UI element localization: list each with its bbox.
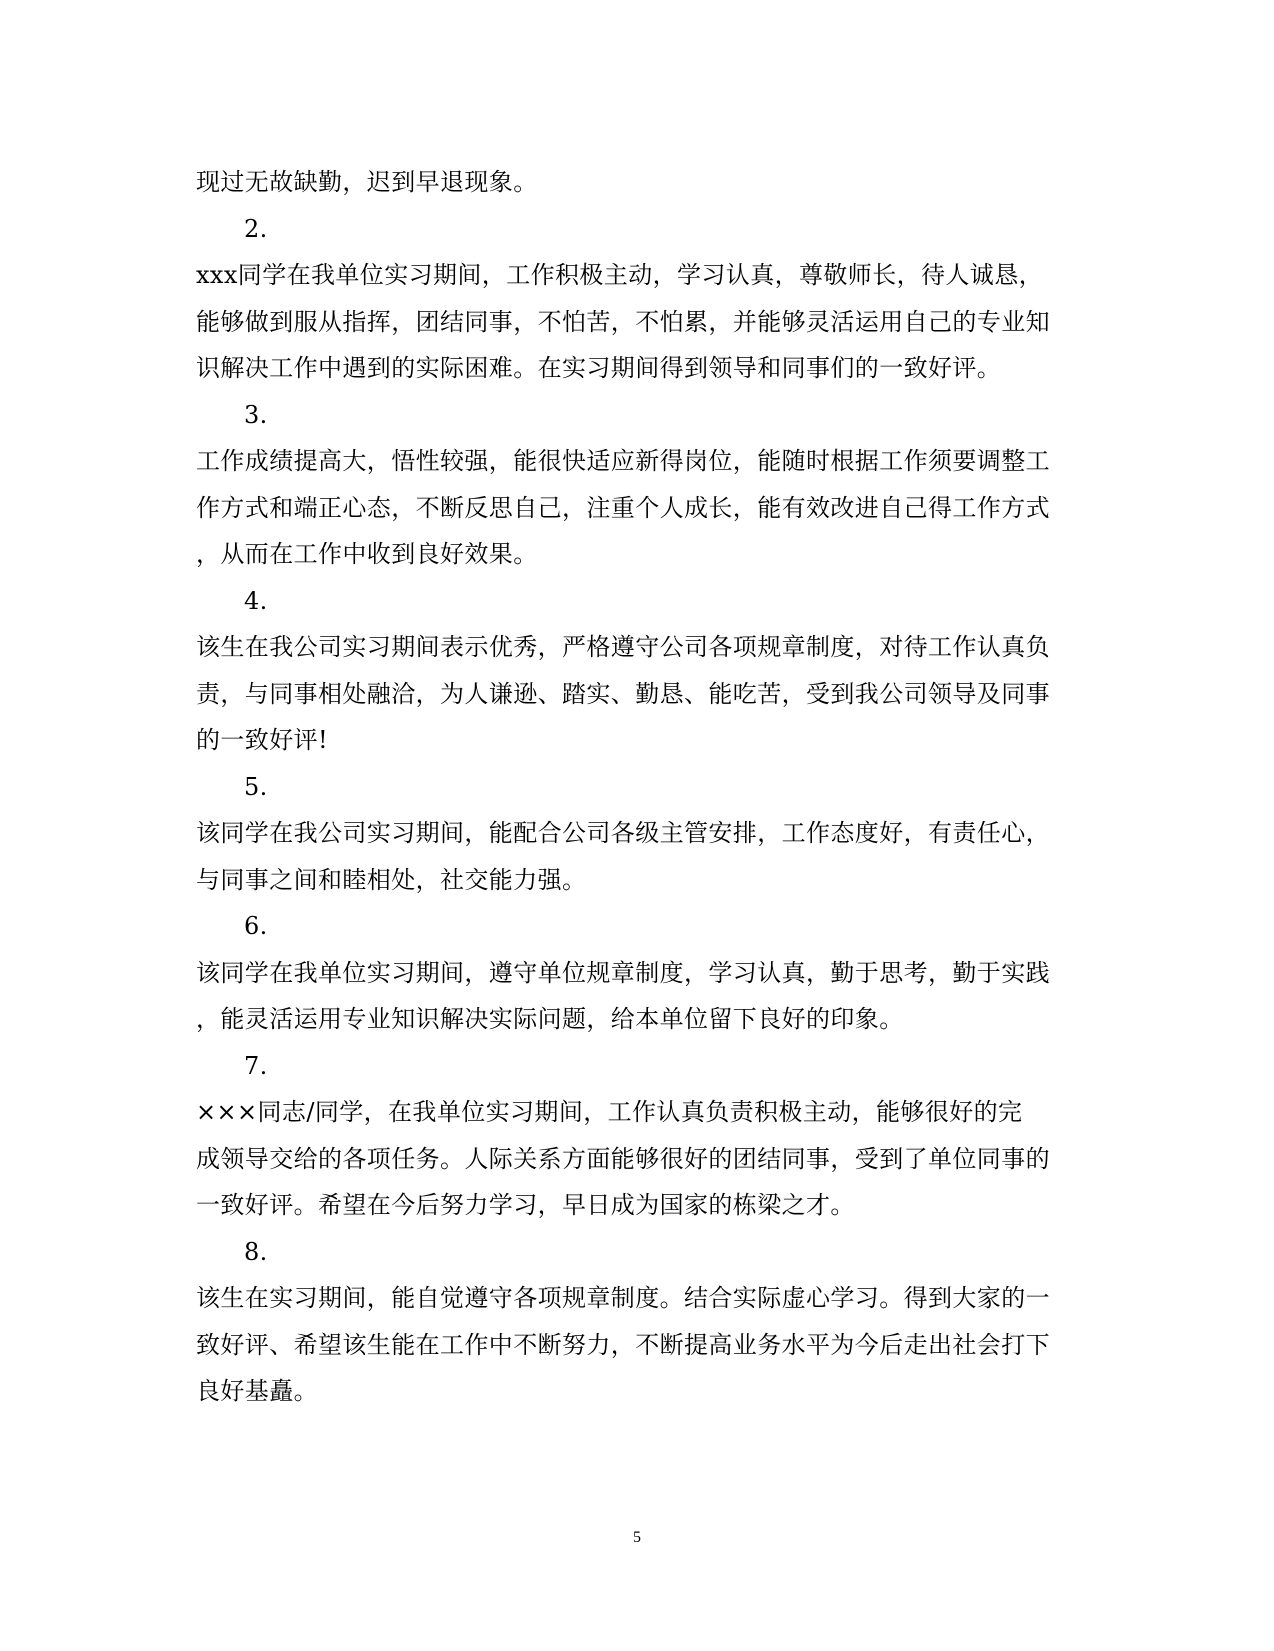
paragraph-line: 与同事之间和睦相处，社交能力强。 (196, 865, 587, 894)
paragraph-line: ×××同志/同学，在我单位实习期间，工作认真负责积极主动，能够很好的完 (196, 1098, 1023, 1126)
paragraph-line: 良好基矗。 (196, 1377, 318, 1405)
paragraph-line: 工作成绩提高大，悟性较强，能很快适应新得岗位，能随时根据工作须要调整工 (196, 447, 1050, 475)
paragraph-line: 作方式和端正心态，不断反思自己，注重个人成长，能有效改进自己得工作方式 (196, 493, 1050, 522)
paragraph-line: 现过无故缺勤，迟到早退现象。 (196, 168, 538, 196)
page-number: 5 (633, 1529, 641, 1546)
paragraph-line: 一致好评。希望在今后努力学习，早日成为国家的栋梁之才。 (196, 1191, 855, 1219)
paragraph-line: 该同学在我公司实习期间，能配合公司各级主管安排，工作态度好，有责任心， (196, 819, 1050, 847)
item-number: 2. (244, 214, 268, 243)
paragraph-line: 成领导交给的各项任务。人际关系方面能够很好的团结同事，受到了单位同事的 (196, 1144, 1050, 1173)
paragraph-line: 致好评、希望该生能在工作中不断努力，不断提高业务水平为今后走出社会打下 (196, 1330, 1050, 1359)
item-number: 7. (244, 1051, 268, 1080)
paragraph-line: 该生在我公司实习期间表示优秀，严格遵守公司各项规章制度，对待工作认真负 (196, 633, 1050, 661)
item-number: 6. (244, 912, 268, 940)
paragraph-line: ，从而在工作中收到良好效果。 (196, 540, 538, 568)
item-number: 4. (244, 586, 268, 615)
paragraph-line: xxx同学在我单位实习期间，工作积极主动，学习认真，尊敬师长，待人诚恳， (196, 261, 1044, 289)
item-number: 3. (244, 400, 268, 429)
paragraph-line: ，能灵活运用专业知识解决实际问题，给本单位留下良好的印象。 (196, 1005, 904, 1033)
paragraph-line: 识解决工作中遇到的实际困难。在实习期间得到领导和同事们的一致好评。 (196, 354, 1002, 382)
paragraph-line: 的一致好评! (196, 726, 329, 754)
paragraph-line: 能够做到服从指挥，团结同事，不怕苦，不怕累，并能够灵活运用自己的专业知 (196, 307, 1050, 336)
paragraph-line: 该同学在我单位实习期间，遵守单位规章制度，学习认真，勤于思考，勤于实践 (196, 958, 1050, 987)
paragraph-line: 责，与同事相处融洽，为人谦逊、踏实、勤恳、能吃苦，受到我公司领导及同事 (196, 679, 1050, 708)
paragraph-line: 该生在实习期间，能自觉遵守各项规章制度。结合实际虚心学习。得到大家的一 (196, 1284, 1050, 1312)
item-number: 5. (244, 772, 268, 801)
item-number: 8. (244, 1237, 268, 1266)
